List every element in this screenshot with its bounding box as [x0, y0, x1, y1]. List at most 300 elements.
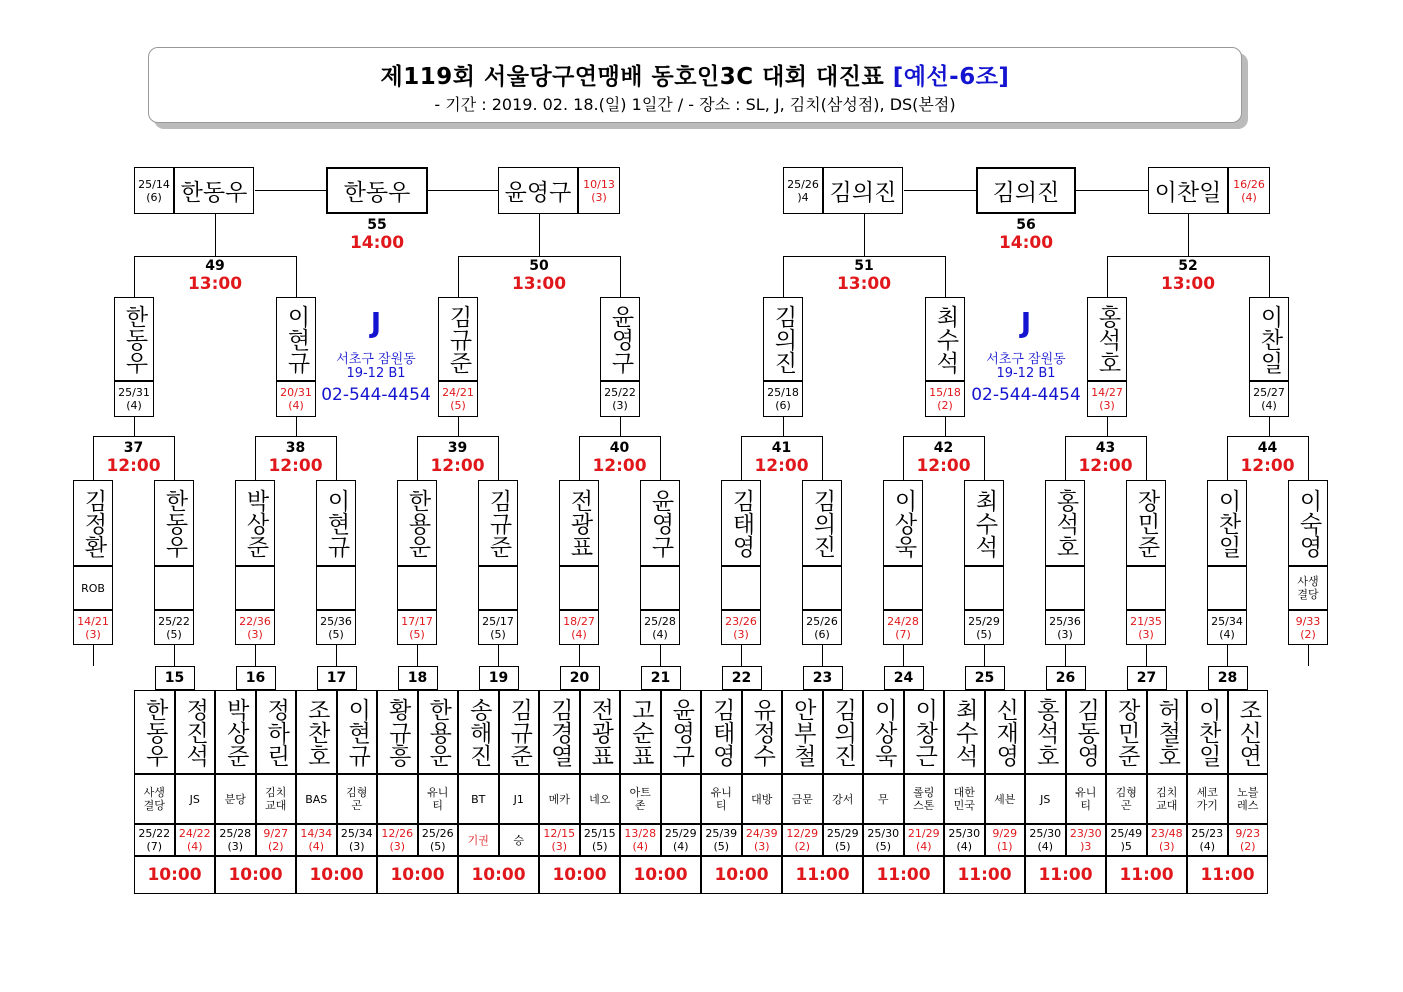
player-cell	[316, 480, 356, 566]
title-tag: [예선-6조]	[892, 64, 1010, 90]
winner-cell: 김의진	[976, 167, 1076, 214]
score-cell	[742, 824, 783, 856]
match-number: 49	[205, 258, 225, 274]
innings: (4)	[308, 840, 325, 853]
bracket-line	[660, 645, 661, 666]
innings: (3)	[227, 840, 244, 853]
innings: (2)	[1239, 840, 1256, 853]
player-cell	[620, 690, 661, 774]
venue-name: J	[1020, 306, 1032, 339]
score: 22/36	[239, 614, 271, 628]
venue-address: 서초구 잠원동	[986, 352, 1066, 367]
club-cell	[1025, 774, 1066, 824]
score-cell	[316, 610, 356, 645]
club-cell	[256, 774, 297, 824]
score: 24/39	[745, 827, 778, 840]
score: 25/26	[787, 177, 819, 191]
club-name: BT	[471, 792, 486, 806]
player-name: 안부철	[789, 697, 816, 767]
club-name: 사생 결당	[143, 786, 165, 812]
player-cell	[256, 690, 297, 774]
player-name: 조찬호	[303, 697, 330, 767]
bracket-line	[428, 190, 498, 191]
bracket-line	[134, 256, 296, 257]
score: 25/28	[644, 614, 676, 628]
innings: (2)	[1300, 627, 1316, 641]
club-name: 네오	[589, 792, 611, 806]
club-name: 대한 민국	[953, 786, 975, 812]
club-name: 유니 티	[1075, 786, 1097, 812]
player-name: 황규흥	[384, 697, 411, 767]
innings: (5)	[166, 627, 182, 641]
match-number: 44	[1257, 440, 1278, 456]
match-time: 12:00	[592, 456, 647, 476]
match-number: 19	[479, 666, 519, 690]
score-cell	[904, 824, 945, 856]
bracket-line	[174, 436, 175, 480]
score-cell	[438, 381, 478, 417]
bracket-line	[93, 436, 174, 437]
score: 24/21	[442, 386, 474, 399]
score: 25/28	[219, 827, 252, 840]
club-cell	[823, 774, 864, 824]
player-cell	[478, 480, 518, 566]
innings: (5)	[429, 840, 446, 853]
score-cell	[783, 167, 823, 214]
player-cell	[1288, 480, 1328, 566]
innings: (4)	[956, 840, 973, 853]
bracket-line	[93, 645, 94, 666]
innings: (3)	[753, 840, 770, 853]
match-number: 50	[529, 258, 549, 274]
club-cell	[1187, 774, 1228, 824]
match-time: 10:00	[620, 856, 701, 894]
score: 14/34	[300, 827, 333, 840]
score-cell	[1025, 824, 1066, 856]
score: 25/34	[1211, 614, 1243, 628]
score: 25/27	[1253, 386, 1285, 399]
player-name: 홍석호	[1094, 304, 1121, 374]
match-time: 13:00	[511, 274, 567, 294]
bracket-line	[1269, 417, 1270, 436]
club-cell	[640, 566, 680, 610]
score-cell	[578, 167, 620, 214]
club-name: 유니 티	[710, 786, 732, 812]
score-cell	[985, 824, 1026, 856]
score: 25/22	[604, 386, 636, 399]
score: 25/36	[1049, 614, 1081, 628]
bracket-line	[1076, 190, 1148, 191]
player-name: 고순표	[627, 697, 654, 767]
score-cell	[1106, 824, 1147, 856]
player-name: 한동우	[121, 304, 148, 374]
score-cell	[1228, 824, 1269, 856]
player-name: 전광표	[587, 697, 614, 767]
player-name: 윤영구	[668, 697, 695, 767]
player-cell	[944, 690, 985, 774]
venue-address-detail: 19-12 B1	[996, 366, 1056, 381]
score-cell	[1288, 610, 1328, 645]
player-name: 김의진	[809, 488, 836, 558]
player-name: 김태영	[728, 488, 755, 558]
match-time: 12:00	[430, 456, 485, 476]
bracket-line	[1065, 436, 1146, 437]
bracket-line	[458, 256, 620, 257]
bracket-line	[336, 645, 337, 666]
score: 25/22	[138, 827, 171, 840]
player-name: 김정환	[80, 488, 107, 558]
bracket-line	[1107, 256, 1269, 257]
player-name: 김규준	[445, 304, 472, 374]
bracket-line	[984, 645, 985, 666]
club-cell	[863, 774, 904, 824]
player-cell	[580, 690, 621, 774]
score-cell	[175, 824, 216, 856]
bracket-line	[1146, 436, 1147, 480]
player-cell	[1147, 690, 1188, 774]
score: 25/17	[482, 614, 514, 628]
player-cell	[802, 480, 842, 566]
club-cell	[964, 566, 1004, 610]
bracket-line	[945, 417, 946, 436]
club-name: 금문	[791, 792, 813, 806]
score-cell	[1147, 824, 1188, 856]
score: 25/31	[118, 386, 150, 399]
bracket-line	[255, 645, 256, 666]
innings: (5)	[976, 627, 992, 641]
bracket-line	[903, 645, 904, 666]
player-cell	[559, 480, 599, 566]
match-number: 17	[317, 666, 357, 690]
score-cell	[215, 824, 256, 856]
bracket-line	[417, 436, 498, 437]
score-cell	[883, 610, 923, 645]
bracket-line	[579, 645, 580, 666]
bracket-line	[255, 436, 336, 437]
score: 25/39	[705, 827, 738, 840]
score: 25/22	[158, 614, 190, 628]
score-cell	[863, 824, 904, 856]
club-cell	[215, 774, 256, 824]
innings: (5)	[591, 840, 608, 853]
player-cell	[397, 480, 437, 566]
bracket-line	[1227, 436, 1308, 437]
club-name: BAS	[305, 792, 328, 806]
player-cell	[1066, 690, 1107, 774]
club-name: 김형 곤	[346, 786, 368, 812]
title-main: 제119회 서울당구연맹배 동호인3C 대회 대진표	[380, 64, 885, 90]
club-cell	[1126, 566, 1166, 610]
player-name: 정진석	[182, 697, 209, 767]
bracket-line	[1308, 645, 1309, 666]
bracket-line	[1146, 645, 1147, 666]
player-name: 최수석	[971, 488, 998, 558]
innings: (3)	[591, 190, 607, 204]
player-cell	[114, 297, 154, 381]
bracket-line	[498, 436, 499, 480]
player-cell	[337, 690, 378, 774]
innings: (3)	[1057, 627, 1073, 641]
match-time: 12:00	[1078, 456, 1133, 476]
innings: (2)	[267, 840, 284, 853]
match-number: 22	[722, 666, 762, 690]
score-cell	[600, 381, 640, 417]
score: 23/48	[1150, 827, 1183, 840]
player-name: 이찬일	[1256, 304, 1283, 374]
player-cell	[418, 690, 459, 774]
player-cell	[721, 480, 761, 566]
player-name: 최수석	[951, 697, 978, 767]
bracket-line	[620, 256, 621, 297]
score: 14/27	[1091, 386, 1123, 399]
title-box	[148, 47, 1242, 123]
score-cell	[478, 610, 518, 645]
club-name: 강서	[832, 792, 854, 806]
bracket-line	[741, 436, 822, 437]
bracket-line	[620, 417, 621, 436]
match-number: 23	[803, 666, 843, 690]
player-name: 이현규	[323, 488, 350, 558]
player-name: 장민준	[1113, 697, 1140, 767]
bracket-line	[1269, 256, 1270, 297]
club-cell	[499, 774, 540, 824]
player-cell	[661, 690, 702, 774]
innings: (4)	[632, 840, 649, 853]
score-cell	[377, 824, 418, 856]
club-name: 메카	[548, 792, 570, 806]
innings: (4)	[288, 399, 304, 412]
bracket-line	[822, 436, 823, 480]
player-name: 장민준	[1133, 488, 1160, 558]
score: 13/28	[624, 827, 657, 840]
score-cell	[337, 824, 378, 856]
club-cell	[1147, 774, 1188, 824]
innings: (3)	[733, 627, 749, 641]
match-number: 15	[155, 666, 195, 690]
player-name: 이현규	[344, 697, 371, 767]
score-cell	[397, 610, 437, 645]
score-cell	[802, 610, 842, 645]
score-cell	[235, 610, 275, 645]
innings: (3)	[612, 399, 628, 412]
score-cell	[661, 824, 702, 856]
club-cell	[418, 774, 459, 824]
club-cell	[904, 774, 945, 824]
score: 9/27	[263, 827, 289, 840]
player-name: 김의진	[770, 304, 797, 374]
club-cell	[802, 566, 842, 610]
score: 25/30	[867, 827, 900, 840]
match-time: 13:00	[1160, 274, 1216, 294]
player-name: 최수석	[932, 304, 959, 374]
club-cell	[316, 566, 356, 610]
club-cell	[721, 566, 761, 610]
score-cell	[701, 824, 742, 856]
bracket-line	[783, 256, 945, 257]
score: 21/29	[907, 827, 940, 840]
player-name: 이현규	[283, 304, 310, 374]
club-name: JS	[189, 792, 200, 806]
match-number: 24	[884, 666, 924, 690]
innings: (6)	[146, 190, 162, 204]
innings: (2)	[794, 840, 811, 853]
player-cell	[1207, 480, 1247, 566]
score-cell	[73, 610, 113, 645]
player-cell	[1025, 690, 1066, 774]
match-time: 10:00	[215, 856, 296, 894]
bracket-line	[903, 436, 984, 437]
bracket-line	[336, 436, 337, 480]
bracket-line	[458, 417, 459, 436]
score: 25/30	[948, 827, 981, 840]
club-cell	[985, 774, 1026, 824]
score-cell	[458, 824, 499, 856]
match-number: 21	[641, 666, 681, 690]
score: 25/29	[826, 827, 859, 840]
club-cell	[377, 774, 418, 824]
club-name: 유니 티	[427, 786, 449, 812]
club-cell	[539, 774, 580, 824]
innings: (5)	[834, 840, 851, 853]
club-cell	[701, 774, 742, 824]
score: 25/29	[664, 827, 697, 840]
player-name: 이찬일	[1214, 488, 1241, 558]
score-cell	[559, 610, 599, 645]
match-number: 20	[560, 666, 600, 690]
club-cell	[296, 774, 337, 824]
player-cell	[1106, 690, 1147, 774]
bracket-line	[822, 645, 823, 666]
venue-phone: 02-544-4454	[971, 385, 1081, 405]
score: 18/27	[563, 614, 595, 628]
club-cell	[782, 774, 823, 824]
score: 25/26	[806, 614, 838, 628]
match-number: 28	[1208, 666, 1248, 690]
player-cell	[964, 480, 1004, 566]
player-cell	[235, 480, 275, 566]
bracket-line	[660, 436, 661, 480]
club-name: 김형 곤	[1115, 786, 1137, 812]
club-cell	[620, 774, 661, 824]
page-title	[149, 58, 1241, 91]
player-cell	[1187, 690, 1228, 774]
player-name: 신재영	[992, 697, 1019, 767]
score: 14/21	[77, 614, 109, 628]
player-name: 윤영구	[647, 488, 674, 558]
club-name: 김치 교대	[265, 786, 287, 812]
club-name: ROB	[81, 581, 105, 595]
score: 9/23	[1235, 827, 1261, 840]
score-cell	[134, 824, 175, 856]
score-cell	[620, 824, 661, 856]
match-time: 11:00	[1187, 856, 1268, 894]
score-cell	[499, 824, 540, 856]
player-name: 허철호	[1154, 697, 1181, 767]
player-cell	[701, 690, 742, 774]
bracket-line	[741, 645, 742, 666]
score: 12/26	[381, 827, 414, 840]
player-cell: 윤영구	[498, 167, 578, 214]
club-cell	[580, 774, 621, 824]
score-cell	[539, 824, 580, 856]
player-cell	[175, 690, 216, 774]
score: 21/35	[1130, 614, 1162, 628]
venue-address-detail: 19-12 B1	[346, 366, 406, 381]
score-cell	[1045, 610, 1085, 645]
club-cell	[1066, 774, 1107, 824]
score-cell	[154, 610, 194, 645]
club-cell	[944, 774, 985, 824]
score-cell	[1126, 610, 1166, 645]
match-time: 13:00	[187, 274, 243, 294]
match-number: 42	[933, 440, 954, 456]
club-cell	[1207, 566, 1247, 610]
innings: (7)	[146, 840, 163, 853]
player-name: 이창근	[911, 697, 938, 767]
player-cell	[863, 690, 904, 774]
bracket-line	[296, 417, 297, 436]
page-subtitle: - 기간 : 2019. 02. 18.(일) 1일간 / - 장소 : SL, J, 김치(삼성점), DS(본점)	[434, 95, 956, 114]
innings: (3)	[1099, 399, 1115, 412]
bracket-line	[134, 417, 135, 436]
innings: (5)	[409, 627, 425, 641]
score: 12/15	[543, 827, 576, 840]
match-number: 41	[771, 440, 792, 456]
club-name: J1	[513, 792, 524, 806]
match-time: 12:00	[268, 456, 323, 476]
player-cell	[1126, 480, 1166, 566]
player-cell	[742, 690, 783, 774]
player-name: 김의진	[830, 697, 857, 767]
club-cell	[73, 566, 113, 610]
match-time: 11:00	[1106, 856, 1187, 894]
club-cell	[337, 774, 378, 824]
score-cell	[640, 610, 680, 645]
player-name: 전광표	[566, 488, 593, 558]
club-name: 노블 레스	[1237, 786, 1259, 812]
player-name: 정하린	[263, 697, 290, 767]
score: 25/34	[340, 827, 373, 840]
match-number: 51	[854, 258, 874, 274]
innings: (4)	[1199, 840, 1216, 853]
bracket-line	[904, 190, 976, 191]
match-time: 10:00	[701, 856, 782, 894]
club-cell	[661, 774, 702, 824]
winner-cell: 한동우	[326, 167, 428, 214]
club-cell	[175, 774, 216, 824]
match-time: 11:00	[944, 856, 1025, 894]
bracket-line	[255, 190, 326, 191]
innings: (3)	[1138, 627, 1154, 641]
club-cell	[1045, 566, 1085, 610]
player-cell	[458, 690, 499, 774]
match-number: 56	[1016, 217, 1036, 233]
club-cell	[154, 566, 194, 610]
match-number: 25	[965, 666, 1005, 690]
score: 16/26	[1233, 177, 1265, 191]
club-cell	[1228, 774, 1269, 824]
innings: (5)	[328, 627, 344, 641]
player-cell	[215, 690, 256, 774]
club-cell	[134, 774, 175, 824]
bracket-line	[984, 436, 985, 480]
player-cell	[134, 690, 175, 774]
club-name: 분당	[224, 792, 246, 806]
score: 15/18	[929, 386, 961, 399]
player-cell	[600, 297, 640, 381]
player-cell: 한동우	[174, 167, 254, 214]
score-cell	[1207, 610, 1247, 645]
